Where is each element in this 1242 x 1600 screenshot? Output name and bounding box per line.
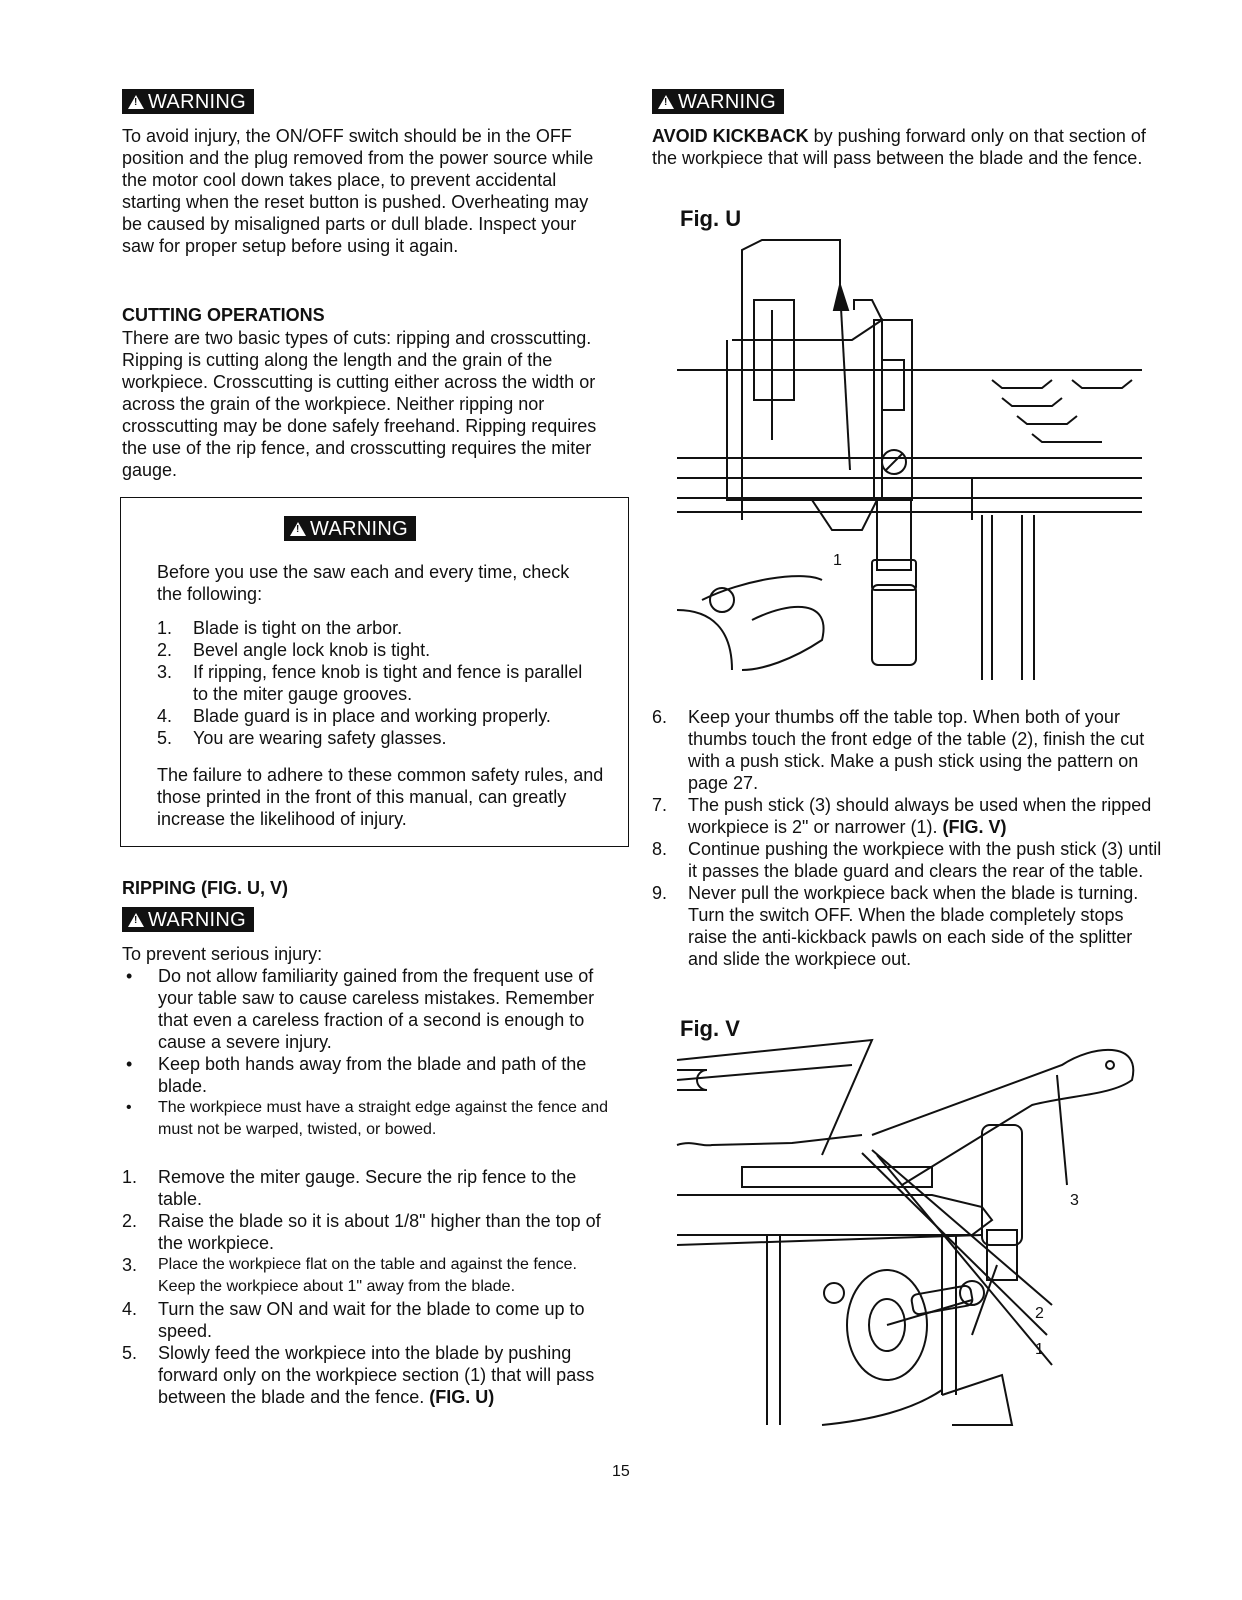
fig-u-callout-1: 1 xyxy=(833,552,842,569)
warning-triangle-icon xyxy=(128,913,144,927)
fig-v-callout-3: 3 xyxy=(1070,1192,1079,1209)
warning-triangle-icon xyxy=(290,522,306,536)
list-item: 1. Remove the miter gauge. Secure the rip fence to the table. xyxy=(122,1167,577,1209)
cutting-operations-text: There are two basic types of cuts: ripping and crosscutting. Ripping is cutting along the length and the grain of the workpiece. Crosscutting is cutting either across the width or across the grain of the workpiece. Neither ripping nor crosscutting may be done safely freehand. Ripping requires the use of the rip fence, and crosscutting requires the miter gauge. xyxy=(122,328,597,480)
cutting-operations-heading: CUTTING OPERATIONS xyxy=(122,305,325,325)
ripping-bullets xyxy=(122,965,628,1141)
safety-checklist-box xyxy=(120,497,629,847)
ripping-steps xyxy=(122,1166,618,1408)
fig-v-callout-1: 1 xyxy=(1035,1341,1044,1358)
list-item: 5. You are wearing safety glasses. xyxy=(157,728,447,748)
list-item: 8. Continue pushing the workpiece with the push stick (3) until it passes the blade guard and clears the rear of the table. xyxy=(652,839,1162,881)
warning-triangle-icon xyxy=(658,95,674,109)
warning-badge-box: !WARNING xyxy=(284,516,416,541)
ripping-steps-continued xyxy=(652,706,1162,970)
list-item: • Keep both hands away from the blade and path of the blade. xyxy=(126,1054,587,1096)
list-item: 2. Raise the blade so it is about 1/8" higher than the top of the workpiece. xyxy=(122,1211,601,1253)
checklist-intro: Before you use the saw each and every time, check the following: xyxy=(157,562,570,604)
fig-u-illustration xyxy=(672,230,1162,690)
warning-badge-1: !WARNING xyxy=(122,89,254,114)
list-item: • The workpiece must have a straight edge against the fence and must not be warped, twisted, or bowed. xyxy=(126,1099,609,1138)
kickback-warning-text: AVOID KICKBACK by pushing forward only on that section of the workpiece that will pass between the blade and the fence. xyxy=(652,126,1146,168)
list-item: 6. Keep your thumbs off the table top. When both of your thumbs touch the front edge of the table (2), finish the cut with a push stick. Make a push stick using the pattern on page 27. xyxy=(652,707,1145,793)
list-item: 4. Turn the saw ON and wait for the blade to come up to speed. xyxy=(122,1299,585,1341)
list-item: 3. If ripping, fence knob is tight and fence is parallel to the miter gauge grooves. xyxy=(157,662,583,704)
list-item: 5. Slowly feed the workpiece into the blade by pushing forward only on the workpiece section (1) that will pass between the blade and the fence. (FIG. U) xyxy=(122,1343,595,1407)
warning-badge-ripping: !WARNING xyxy=(122,907,254,932)
bullet-icon: • xyxy=(126,966,133,986)
list-item: • Do not allow familiarity gained from the frequent use of your table saw to cause careless mistakes. Remember that even a careless fraction of a second is enough to cause a severe injury. xyxy=(126,966,595,1052)
list-item: 7. The push stick (3) should always be used when the ripped workpiece is 2" or narrower (1). (FIG. V) xyxy=(652,795,1152,837)
bullet-icon: • xyxy=(126,1099,132,1116)
list-item: 1. Blade is tight on the arbor. xyxy=(157,618,403,638)
checklist-outro: The failure to adhere to these common safety rules, and those printed in the front of this manual, can greatly increase the likelihood of injury. xyxy=(157,765,604,829)
warning-triangle-icon xyxy=(128,95,144,109)
warning-badge-right: !WARNING xyxy=(652,89,784,114)
ripping-intro: To prevent serious injury: xyxy=(122,944,323,964)
warning-1-text: To avoid injury, the ON/OFF switch should be in the OFF position and the plug removed from the power source while the motor cool down takes place, to prevent accidental starting when the reset button is pushed. Overheating may be caused by misaligned parts or dull blade. Inspect your saw for proper setup before using it again. xyxy=(122,126,594,256)
ripping-heading: RIPPING (FIG. U, V) xyxy=(122,878,289,898)
page-number: 15 xyxy=(612,1463,630,1480)
fig-u-title: Fig. U xyxy=(680,206,742,231)
list-item: 2. Bevel angle lock knob is tight. xyxy=(157,640,431,660)
list-item: 9. Never pull the workpiece back when the blade is turning. Turn the switch OFF. When the blade completely stops raise the anti-kickback pawls on each side of the splitter and slide the workpiece out. xyxy=(652,883,1139,969)
fig-v-illustration xyxy=(672,1035,1162,1435)
checklist xyxy=(157,617,597,749)
list-item: 3. Place the workpiece flat on the table and against the fence. Keep the workpiece about 1" away from the blade. xyxy=(122,1255,577,1295)
list-item: 4. Blade guard is in place and working properly. xyxy=(157,706,551,726)
fig-v-title: Fig. V xyxy=(680,1016,740,1041)
fig-v-callout-2: 2 xyxy=(1035,1305,1044,1322)
bullet-icon: • xyxy=(126,1054,133,1074)
